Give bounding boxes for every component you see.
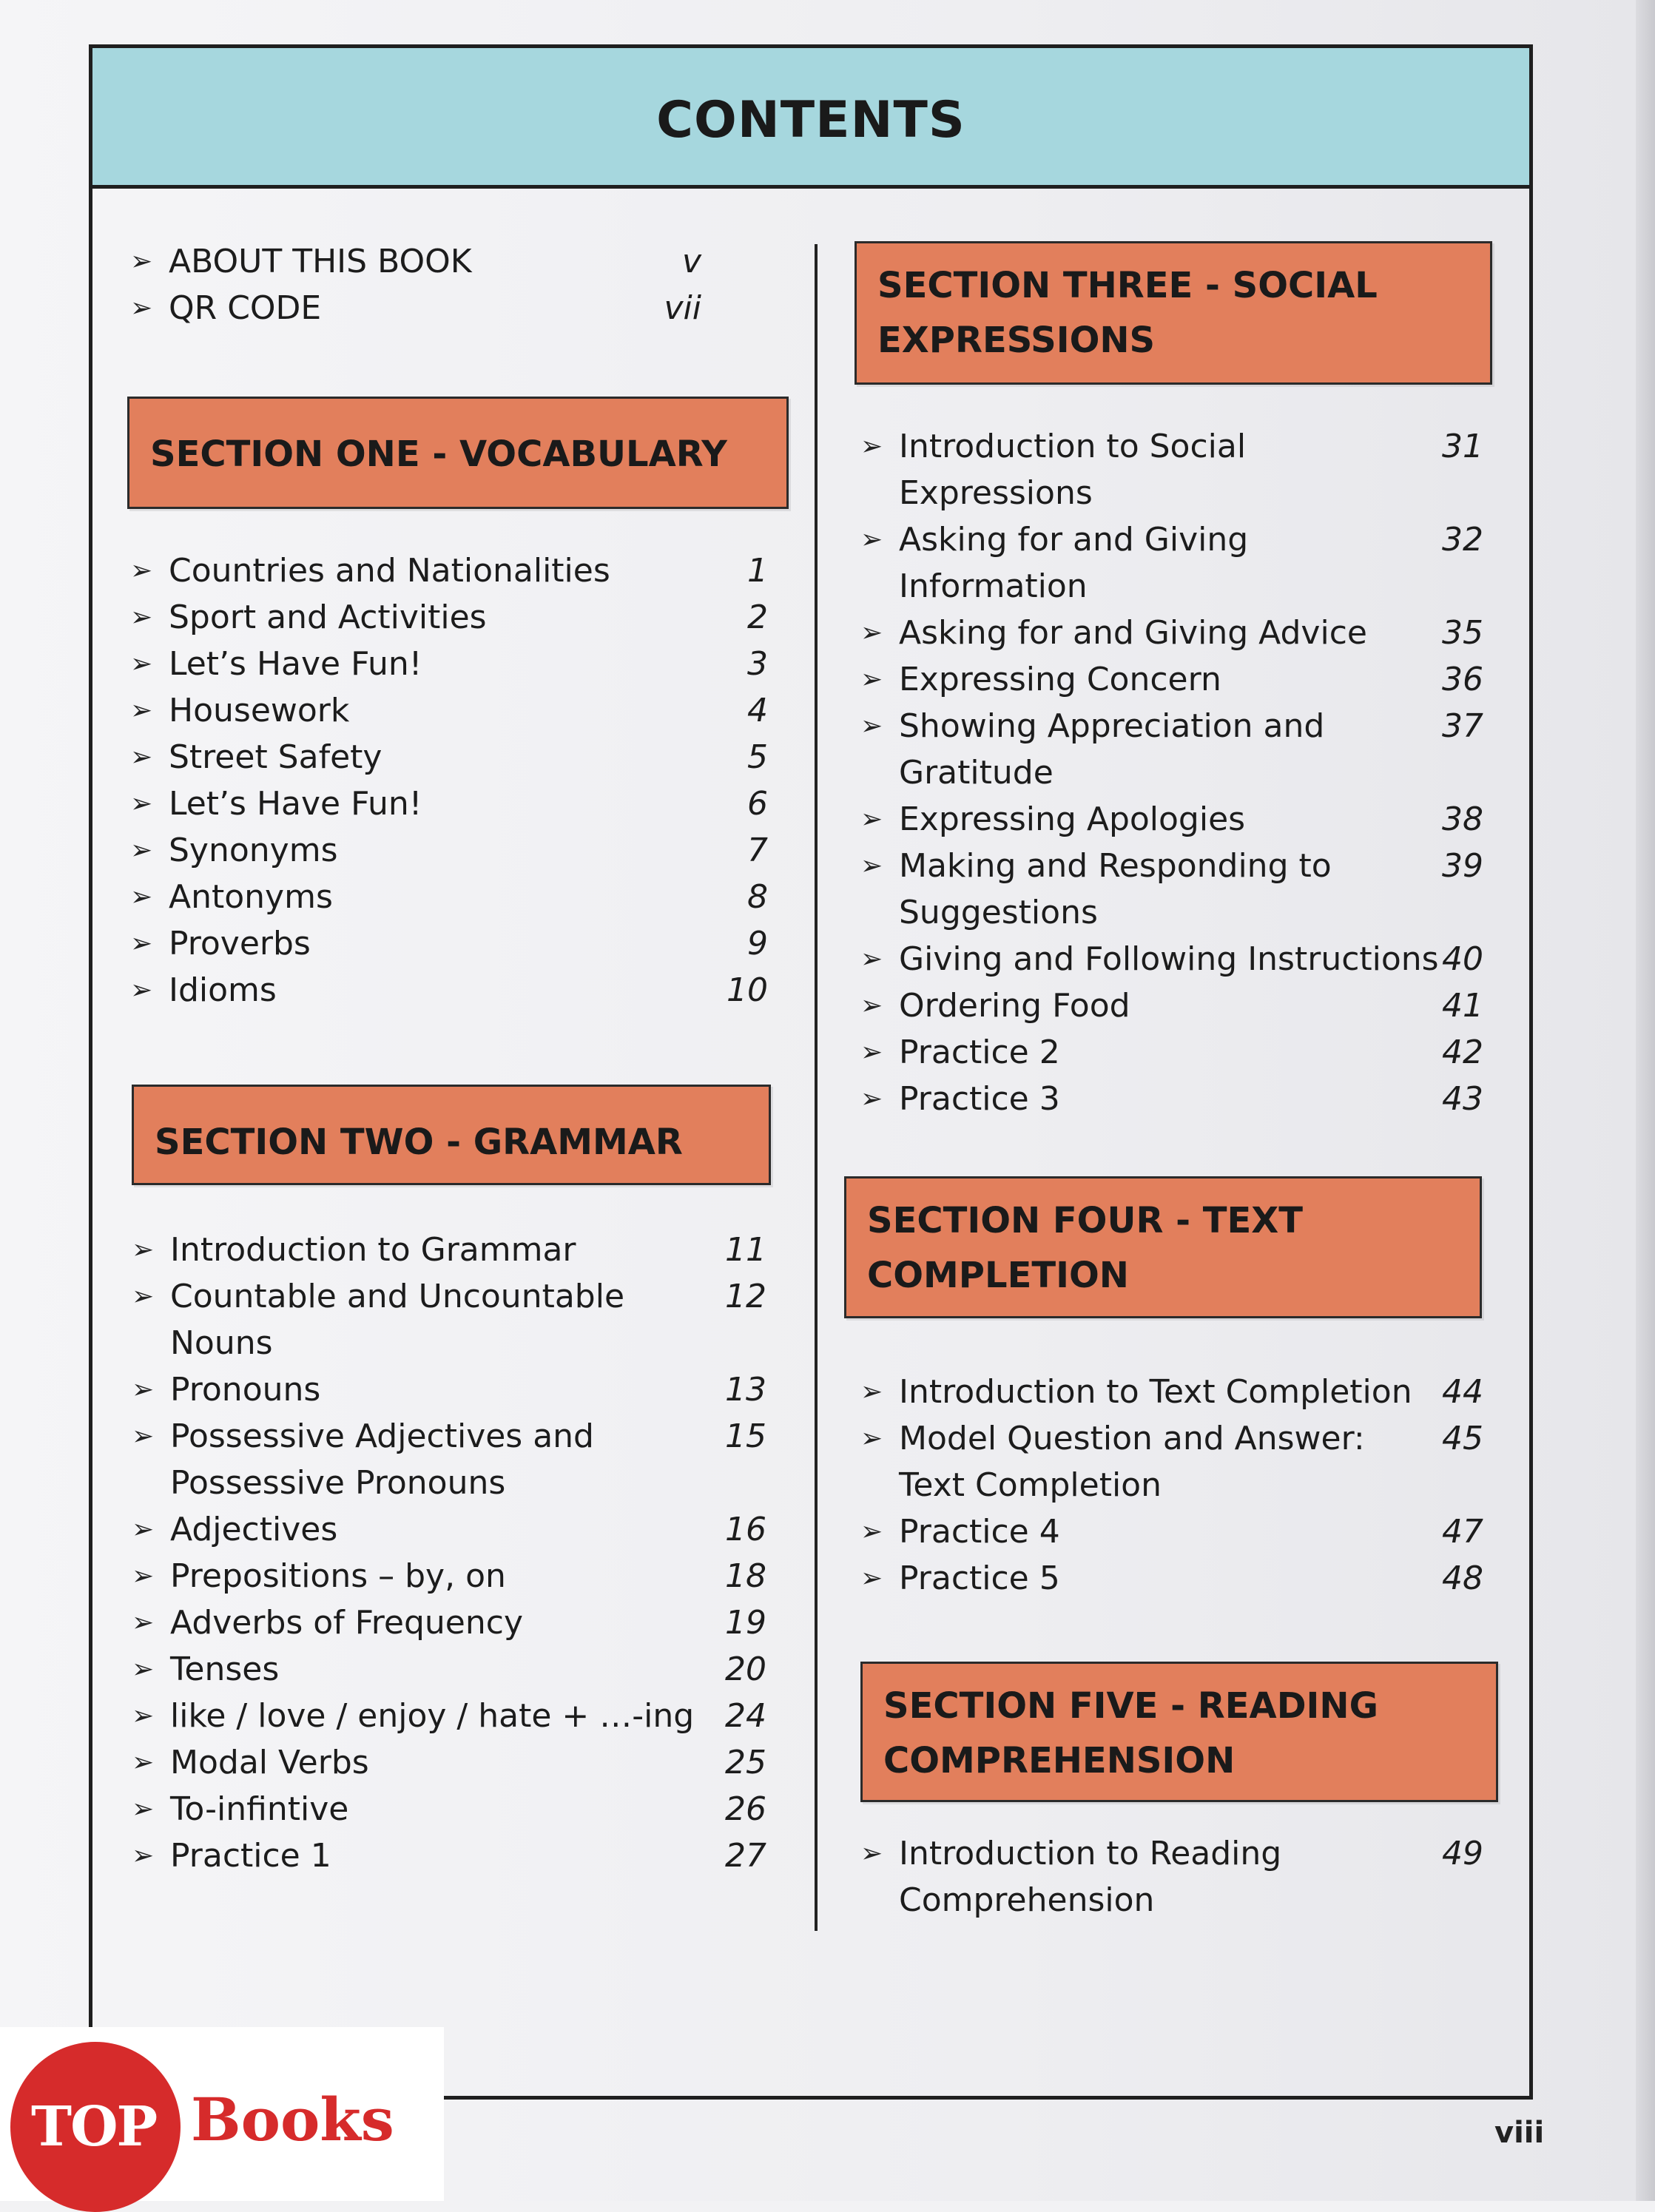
contents-entry — [132, 1366, 766, 1413]
entry-page-number: 25 — [725, 1744, 766, 1781]
entry-title: Let’s Have Fun! — [169, 645, 422, 683]
entry-page-number: 1 — [747, 552, 768, 590]
entry-page-number: 42 — [1442, 1033, 1483, 1071]
entry-page-number: 15 — [725, 1417, 766, 1455]
section-heading-line: SECTION ONE - VOCABULARY — [150, 434, 727, 475]
contents-entry — [132, 1506, 766, 1553]
entry-title: Showing Appreciation and — [899, 707, 1325, 745]
contents-entry — [130, 967, 768, 1014]
entry-title: Introduction to Text Completion — [899, 1373, 1412, 1411]
entry-title: Street Safety — [169, 738, 382, 776]
entry-page-number: 45 — [1442, 1420, 1483, 1457]
bullet-arrow-icon: ➢ — [130, 882, 153, 912]
contents-entry — [132, 1693, 766, 1739]
entry-page-number: 36 — [1442, 661, 1483, 698]
entry-page-number: 24 — [725, 1697, 766, 1735]
contents-entry — [860, 1830, 1483, 1923]
entry-title: Expressing Apologies — [899, 800, 1246, 838]
contents-entry — [132, 1786, 766, 1832]
entry-title: Expressions — [899, 474, 1093, 512]
entry-page-number: 43 — [1442, 1080, 1483, 1118]
entry-title: Practice 2 — [899, 1033, 1060, 1071]
entry-title: Adverbs of Frequency — [170, 1604, 523, 1642]
entry-page-number: 32 — [1442, 521, 1483, 559]
entry-title: Pronouns — [170, 1371, 321, 1409]
section-three-entries — [860, 423, 1483, 1122]
entry-title: Suggestions — [899, 894, 1098, 931]
bullet-arrow-icon: ➢ — [132, 1561, 155, 1591]
bullet-arrow-icon: ➢ — [130, 928, 153, 959]
section-heading-three — [855, 241, 1492, 385]
entry-title: Model Question and Answer: — [899, 1420, 1365, 1457]
bullet-arrow-icon: ➢ — [132, 1281, 155, 1312]
contents-entry — [130, 827, 768, 874]
entry-page-number: 7 — [747, 832, 768, 869]
bullet-arrow-icon: ➢ — [860, 618, 883, 648]
contents-entry — [132, 1832, 766, 1879]
entry-page-number: 10 — [727, 971, 768, 1009]
entry-page-number: 40 — [1442, 940, 1483, 978]
entry-title: Proverbs — [169, 925, 311, 962]
bullet-arrow-icon: ➢ — [860, 1037, 883, 1068]
entry-title: Giving and Following Instructions — [899, 940, 1439, 978]
bullet-arrow-icon: ➢ — [132, 1375, 155, 1405]
bullet-arrow-icon: ➢ — [132, 1608, 155, 1638]
entry-page-number: 9 — [747, 925, 768, 962]
entry-page-number: 8 — [747, 878, 768, 916]
entry-page-number: 18 — [725, 1557, 766, 1595]
entry-title: Modal Verbs — [170, 1744, 369, 1781]
entry-title: Tenses — [170, 1650, 280, 1688]
bullet-arrow-icon: ➢ — [132, 1701, 155, 1731]
contents-header — [92, 48, 1529, 189]
entry-title: QR CODE — [169, 289, 322, 327]
bullet-arrow-icon: ➢ — [132, 1235, 155, 1265]
entry-page-number: 31 — [1442, 428, 1483, 465]
section-heading-two — [132, 1085, 771, 1185]
bullet-arrow-icon: ➢ — [132, 1747, 155, 1778]
entry-title: Text Completion — [899, 1466, 1162, 1504]
bullet-arrow-icon: ➢ — [130, 695, 153, 726]
entry-title: Comprehension — [899, 1881, 1155, 1919]
section-heading-line: COMPREHENSION — [883, 1740, 1236, 1781]
contents-entry — [130, 547, 768, 594]
column-divider — [815, 244, 818, 1931]
contents-entry — [860, 516, 1483, 610]
topbooks-logo — [0, 2027, 444, 2201]
bullet-arrow-icon: ➢ — [860, 431, 883, 462]
bullet-arrow-icon: ➢ — [130, 789, 153, 819]
bullet-arrow-icon: ➢ — [132, 1514, 155, 1545]
contents-entry — [860, 796, 1483, 843]
entry-title: Asking for and Giving — [899, 521, 1249, 559]
section-heading-line: SECTION FOUR - TEXT — [867, 1200, 1304, 1241]
bullet-arrow-icon: ➢ — [860, 1377, 883, 1407]
bullet-arrow-icon: ➢ — [860, 944, 883, 974]
entry-title: Ordering Food — [899, 987, 1130, 1025]
bullet-arrow-icon: ➢ — [130, 742, 153, 772]
contents-entry — [130, 734, 768, 780]
bullet-arrow-icon: ➢ — [132, 1654, 155, 1685]
entry-title: Possessive Pronouns — [170, 1464, 506, 1502]
page-edge — [1636, 0, 1655, 2201]
entry-title: Possessive Adjectives and — [170, 1417, 594, 1455]
contents-entry — [860, 936, 1483, 982]
section-heading-line: SECTION FIVE - READING — [883, 1685, 1378, 1727]
contents-entry — [132, 1553, 766, 1599]
entry-page-number: 47 — [1442, 1513, 1483, 1551]
entry-title: Asking for and Giving Advice — [899, 614, 1367, 652]
bullet-arrow-icon: ➢ — [860, 1838, 883, 1869]
entry-page-number: vii — [664, 289, 701, 327]
entry-title: Prepositions – by, on — [170, 1557, 506, 1595]
bullet-arrow-icon: ➢ — [132, 1794, 155, 1824]
section-five-entries — [860, 1830, 1483, 1923]
entry-page-number: v — [681, 243, 701, 280]
contents-entry — [132, 1273, 766, 1366]
entry-page-number: 11 — [725, 1231, 766, 1269]
contents-entry — [132, 1599, 766, 1646]
front-matter-list — [130, 238, 701, 331]
bullet-arrow-icon: ➢ — [130, 835, 153, 866]
entry-page-number: 48 — [1442, 1559, 1483, 1597]
entry-title: Countable and Uncountable — [170, 1278, 625, 1315]
entry-title: Let’s Have Fun! — [169, 785, 422, 823]
section-heading-one — [127, 397, 789, 509]
contents-entry — [132, 1413, 766, 1506]
bullet-arrow-icon: ➢ — [860, 1423, 883, 1454]
bullet-arrow-icon: ➢ — [132, 1841, 155, 1871]
entry-title: Synonyms — [169, 832, 338, 869]
bullet-arrow-icon: ➢ — [860, 1517, 883, 1547]
entry-title: Idioms — [169, 971, 277, 1009]
bullet-arrow-icon: ➢ — [130, 649, 153, 679]
entry-page-number: 20 — [725, 1650, 766, 1688]
entry-title: Information — [899, 567, 1088, 605]
page-title: CONTENTS — [656, 91, 965, 149]
contents-entry — [860, 1076, 1483, 1122]
entry-page-number: 3 — [747, 645, 768, 683]
section-four-entries — [860, 1369, 1483, 1602]
contents-entry — [132, 1646, 766, 1693]
contents-entry — [130, 874, 768, 920]
contents-entry — [860, 1555, 1483, 1602]
entry-page-number: 6 — [747, 785, 768, 823]
entry-page-number: 27 — [725, 1837, 766, 1875]
bullet-arrow-icon: ➢ — [130, 246, 153, 277]
entry-page-number: 2 — [747, 598, 768, 636]
bullet-arrow-icon: ➢ — [860, 711, 883, 741]
entry-page-number: 37 — [1442, 707, 1483, 745]
entry-page-number: 5 — [747, 738, 768, 776]
contents-entry — [860, 1369, 1483, 1415]
entry-title: Antonyms — [169, 878, 333, 916]
section-heading-four — [844, 1176, 1482, 1318]
contents-entry — [860, 1415, 1483, 1508]
section-heading-line: SECTION TWO - GRAMMAR — [155, 1122, 683, 1163]
entry-page-number: 35 — [1442, 614, 1483, 652]
entry-page-number: 13 — [725, 1371, 766, 1409]
entry-title: Practice 4 — [899, 1513, 1060, 1551]
entry-page-number: 38 — [1442, 800, 1483, 838]
entry-title: Introduction to Social — [899, 428, 1247, 465]
contents-entry — [860, 982, 1483, 1029]
entry-page-number: 26 — [725, 1790, 766, 1828]
entry-page-number: 39 — [1442, 847, 1483, 885]
entry-title: Introduction to Reading — [899, 1835, 1282, 1872]
section-two-entries — [132, 1227, 766, 1879]
entry-page-number: 19 — [725, 1604, 766, 1642]
entry-title: ABOUT THIS BOOK — [169, 243, 472, 280]
entry-title: Expressing Concern — [899, 661, 1221, 698]
entry-title: Sport and Activities — [169, 598, 487, 636]
contents-entry — [860, 1029, 1483, 1076]
contents-entry — [130, 920, 768, 967]
page-number: viii — [1494, 2116, 1545, 2150]
contents-entry — [130, 780, 768, 827]
entry-title: To-infintive — [170, 1790, 349, 1828]
section-heading-line: EXPRESSIONS — [877, 320, 1156, 361]
entry-title: Making and Responding to — [899, 847, 1332, 885]
bullet-arrow-icon: ➢ — [130, 602, 153, 633]
entry-page-number: 4 — [747, 692, 768, 729]
bullet-arrow-icon: ➢ — [860, 804, 883, 834]
bullet-arrow-icon: ➢ — [130, 975, 153, 1005]
bullet-arrow-icon: ➢ — [860, 1563, 883, 1594]
bullet-arrow-icon: ➢ — [860, 525, 883, 555]
section-heading-five — [860, 1662, 1498, 1802]
contents-entry — [130, 285, 701, 331]
entry-page-number: 49 — [1442, 1835, 1483, 1872]
entry-title: Adjectives — [170, 1511, 338, 1548]
bullet-arrow-icon: ➢ — [132, 1421, 155, 1451]
logo-books-text: Books — [191, 2085, 394, 2154]
bullet-arrow-icon: ➢ — [860, 664, 883, 695]
entry-title: Countries and Nationalities — [169, 552, 610, 590]
entry-page-number: 44 — [1442, 1373, 1483, 1411]
bullet-arrow-icon: ➢ — [130, 293, 153, 323]
contents-entry — [860, 703, 1483, 796]
entry-title: Introduction to Grammar — [170, 1231, 576, 1269]
contents-entry — [130, 594, 768, 641]
bullet-arrow-icon: ➢ — [860, 1084, 883, 1114]
entry-page-number: 41 — [1442, 987, 1483, 1025]
contents-entry — [130, 238, 701, 285]
contents-entry — [130, 687, 768, 734]
bullet-arrow-icon: ➢ — [860, 851, 883, 881]
entry-title: Gratitude — [899, 754, 1054, 792]
section-heading-line: SECTION THREE - SOCIAL — [877, 265, 1378, 306]
contents-entry — [860, 656, 1483, 703]
logo-top-text: TOP — [31, 2095, 157, 2159]
entry-title: Practice 5 — [899, 1559, 1060, 1597]
bullet-arrow-icon: ➢ — [130, 556, 153, 586]
entry-title: Practice 1 — [170, 1837, 331, 1875]
section-heading-line: COMPLETION — [867, 1255, 1129, 1296]
entry-page-number: 12 — [725, 1278, 766, 1315]
entry-title: Practice 3 — [899, 1080, 1060, 1118]
contents-entry — [130, 641, 768, 687]
entry-title: like / love / enjoy / hate + …-ing — [170, 1697, 695, 1735]
contents-entry — [860, 1508, 1483, 1555]
entry-title: Nouns — [170, 1324, 273, 1362]
entry-title: Housework — [169, 692, 350, 729]
contents-entry — [132, 1739, 766, 1786]
contents-entry — [132, 1227, 766, 1273]
entry-page-number: 16 — [725, 1511, 766, 1548]
contents-entry — [860, 423, 1483, 516]
bullet-arrow-icon: ➢ — [860, 991, 883, 1021]
contents-entry — [860, 843, 1483, 936]
section-one-entries — [130, 547, 768, 1014]
contents-entry — [860, 610, 1483, 656]
